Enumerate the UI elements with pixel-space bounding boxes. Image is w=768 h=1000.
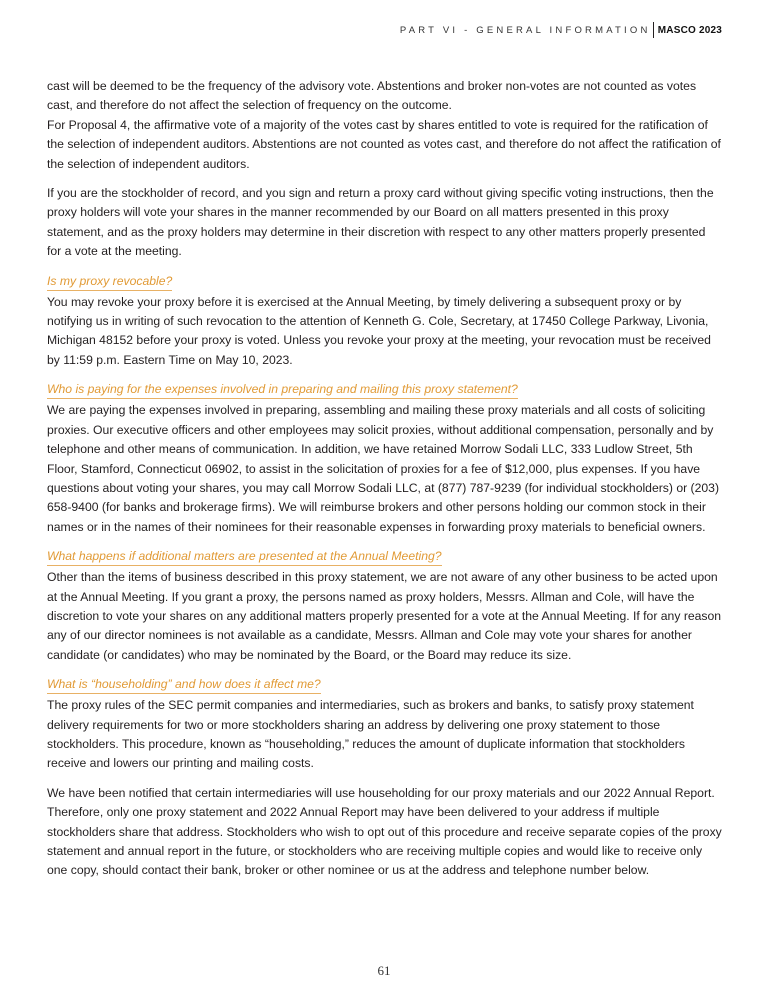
faq-question: What is “householding” and how does it affect me?: [47, 677, 321, 694]
page-number: 61: [377, 963, 391, 978]
faq-question: Who is paying for the expenses involved in preparing and mailing this proxy statement?: [47, 382, 518, 399]
faq-section: [47, 547, 723, 665]
body-content: [47, 77, 723, 891]
section-label: PART VI - GENERAL INFORMATION: [399, 24, 651, 36]
intro-paragraph: cast will be deemed to be the frequency of the advisory vote. Abstentions and broker non-votes are not counted as votes cast, and therefore do not affect the selection of frequency on the outcome.: [47, 79, 697, 113]
faq-answer: We are paying the expenses involved in preparing, assembling and mailing these proxy materials and all costs of soliciting proxies. Our executive officers and other employees may solicit proxies, without additional compensation, personally and by telephone and other means of communication. In addition, we have retained Morrow Sodali LLC, 333 Ludlow Street, 5th Floor, Stamford, Connecticut 06902, to assist in the solicitation of proxies for a fee of $12,000, plus expenses. If you have questions about voting your shares, you may call Morrow Sodali LLC, at (877) 787-9239 (for individual stockholders) or (203) 658-9400 (for banks and brokerage firms). We will reimburse brokers and other persons holding our common stock in their names or in the names of their nominees for their reasonable expenses in forwarding proxy materials to beneficial owners.: [47, 403, 720, 534]
faq-answer: The proxy rules of the SEC permit companies and intermediaries, such as brokers and banks, to satisfy proxy statement delivery requirements for two or more stockholders sharing an address by delivering one proxy statement to those stockholders. This procedure, known as “householding,” reduces the amount of duplicate information that stockholders receive and lowers our printing and mailing costs.: [47, 698, 694, 771]
faq-answer: Other than the items of business described in this proxy statement, we are not aware of any other business to be acted upon at the Annual Meeting. If you grant a proxy, the persons named as proxy holders, Messrs. Allman and Cole, will have the discretion to vote your shares on any additional matters properly presented for a vote at the Annual Meeting. If for any reason any of our director nominees is not available as a candidate, Messrs. Allman and Cole may vote your shares for another candidate (or candidates) who may be nominated by the Board, or the Board may reduce its size.: [47, 570, 722, 662]
intro-paragraph: If you are the stockholder of record, and you sign and return a proxy card without giving specific voting instructions, then the proxy holders will vote your shares in the manner recommended by our Board on all matters presented in this proxy statement, and as the proxy holders may determine in their discretion with respect to any other matters properly presented for a vote at the meeting.: [47, 186, 714, 259]
faq-question: What happens if additional matters are presented at the Annual Meeting?: [47, 549, 442, 566]
faq-section: [47, 272, 723, 371]
header-divider: [653, 22, 654, 38]
faq-question: Is my proxy revocable?: [47, 274, 172, 291]
page-header: [400, 22, 722, 38]
faq-section: [47, 380, 723, 537]
faq-answer: You may revoke your proxy before it is exercised at the Annual Meeting, by timely delivering a subsequent proxy or by notifying us in writing of such revocation to the attention of Kenneth G. Cole, Secretary, at 17450 College Parkway, Livonia, Michigan 48152 before your proxy is voted. Unless you revoke your proxy at the meeting, your revocation must be received by 11:59 p.m. Eastern Time on May 10, 2023.: [47, 294, 711, 367]
intro-paragraph: For Proposal 4, the affirmative vote of a majority of the votes cast by shares entitled to vote is required for the ratification of the selection of independent auditors. Abstentions are not counted as votes cast, and therefore do not affect the ratification of the selection of independent auditors.: [47, 117, 721, 171]
brand-label: MASCO 2023: [657, 24, 722, 36]
faq-section: [47, 675, 723, 881]
faq-answer: We have been notified that certain intermediaries will use householding for our proxy materials and our 2022 Annual Report. Therefore, only one proxy statement and 2022 Annual Report may have been delivered to your address if multiple stockholders share that address. Stockholders who wish to opt out of this procedure and receive separate copies of the proxy statement and annual report in the future, or stockholders who are receiving multiple copies and would like to receive only one copy, should contact their bank, broker or other nominee or us at the address and telephone number below.: [47, 785, 722, 878]
